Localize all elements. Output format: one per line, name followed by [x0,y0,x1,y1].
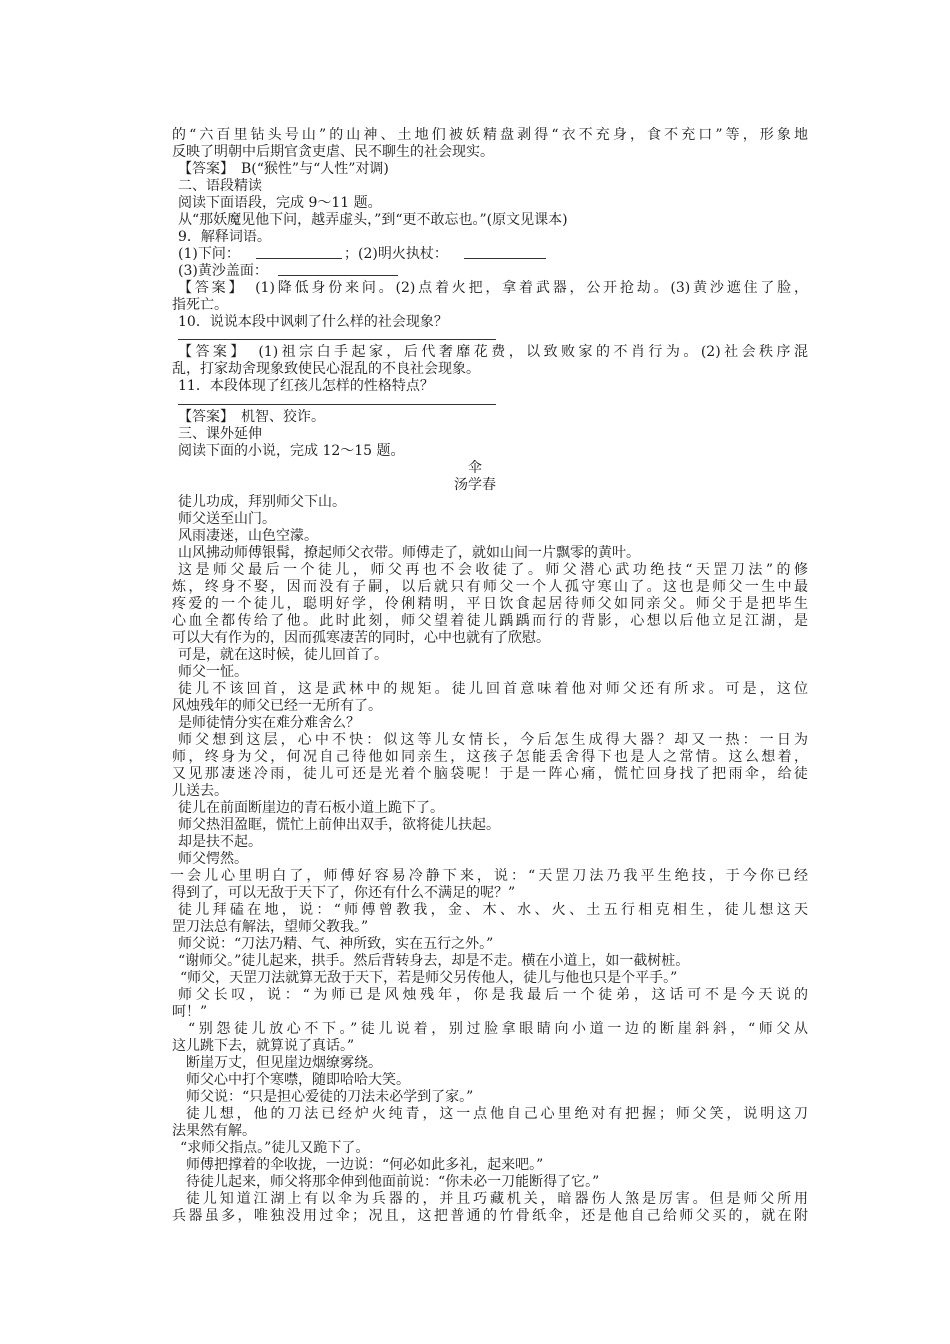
blank-label: (3)黄沙盖面： [178,263,268,279]
story-text: 师父长叹，说：“为师已是风烛残年，你是我最后一个徒弟，这话可不是今天说的 [178,987,808,1003]
story-line [0,1106,950,1124]
question-text: 9．解释词语。 [178,229,271,245]
story-line [0,970,950,988]
story-text: 是师徒情分实在难分难舍么？ [178,715,360,731]
story-text: 师父说：“只是担心爱徒的刀法未必学到了家。” [186,1089,474,1105]
story-text: “谢师父。”徒儿起来，拱手。然后背转身去，却是不走。横在小道上，如一截树桩。 [178,953,690,969]
story-line [0,783,950,801]
story-line [0,987,950,1005]
story-text: 师父热泪盈眶，慌忙上前伸出双手，欲将徒儿扶起。 [178,817,500,833]
story-text: “师父，天罡刀法就算无敌于天下，若是师父另传他人，徒儿与他也只是个平手。” [180,970,678,986]
story-line [0,851,950,869]
story-text: 待徒儿起来，师父将那伞伸到他面前说：“你未必一刀能断得了它。” [186,1174,600,1190]
story-text: 师父心中打个寒噤，随即哈哈大笑。 [186,1072,410,1088]
story-line [0,902,950,920]
story-text: 师父一怔。 [178,664,248,680]
answer-blank [256,246,342,259]
story-title-text: 伞 [468,460,482,476]
story-line [0,800,950,818]
story-line [0,732,950,750]
story-line [0,647,950,665]
story-line [0,953,950,971]
story-text: 法果然有解。 [172,1123,256,1139]
answer-text: 指死亡。 [172,297,228,313]
story-text: 断崖万丈，但见崖边烟缭雾绕。 [186,1055,382,1071]
story-text: 呵！” [172,1004,208,1020]
story-text: 兵器虽多，唯独没用过伞；况且，这把普通的竹骨纸伞，还是他自己给师父买的，就在附 [172,1208,808,1224]
story-text: 得到了，可以无敌于天下了，你还有什么不满足的呢？” [172,885,516,901]
story-text: 疼爱的一个徒儿，聪明好学，伶俐精明，平日饮食起居待师父如同亲父。师父于是把毕生 [172,596,808,612]
answer-text: 【答案】 (1)降低身份来问。(2)点着火把，拿着武器，公开抢劫。(3)黄沙遮住了脸， [178,280,808,296]
story-text: 这儿跳下去，就算说了真话。” [172,1038,355,1054]
story-line [0,698,950,716]
question-text: 10．说说本段中讽刺了什么样的社会现象？ [178,314,448,330]
story-text: 徒儿不该回首，这是武林中的规矩。徒儿回首意味着他对师父还有所求。可是，这位 [178,681,808,697]
text-line: 的“六百里钻头号山”的山神、土地们被妖精盘剥得“衣不充身，食不充口”等，形象地 [172,127,808,143]
answer-line [0,297,950,315]
story-line [0,1021,950,1039]
story-author [0,477,950,495]
answer-rule [178,404,496,405]
instruction-text: 从“那妖魔见他下问，越弄虚头，”到“更不敢忘也。”(原文见课本) [178,212,568,228]
story-line [0,1208,950,1226]
text-line: 反映了明朝中后期官贪吏虐、民不聊生的社会现实。 [172,144,494,160]
instruction-text: 阅读下面语段，完成 9～11 题。 [178,195,382,211]
story-line [0,1191,950,1209]
story-text: “求师父指点。”徒儿又跪下了。 [180,1140,370,1156]
story-text: 可是，就在这时候，徒儿回首了。 [178,647,388,663]
answer-line [0,361,950,379]
instruction-text: 阅读下面的小说，完成 12～15 题。 [178,443,405,459]
story-text: 师，终身为父，何况自己待他如同亲生，这孩子怎能丢舍得下也是人之常情。这么想着， [172,749,808,765]
story-text: 徒儿拜磕在地，说：“师傅曾教我，金、木、水、火、土五行相克相生，徒儿想这天 [178,902,808,918]
story-line [0,885,950,903]
story-line [0,613,950,631]
question-text: 11．本段体现了红孩儿怎样的性格特点？ [178,378,434,394]
answer-line [0,280,950,298]
story-text: 徒儿想，他的刀法已经炉火纯青，这一点他自己心里绝对有把握；师父笑，说明这刀 [186,1106,808,1122]
story-line [0,749,950,767]
answer-blank [278,263,398,276]
answer-text: 【答案】 机智、狡诈。 [178,409,325,425]
answer-text: 【答案】 B(“猴性”与“人性”对调) [178,161,389,177]
question-blanks-line [0,246,950,264]
story-line [0,868,950,886]
story-line [0,511,950,529]
story-line [0,1140,950,1158]
answer-line [0,409,950,427]
section-heading [0,178,950,196]
paragraph-line [0,144,950,162]
story-line [0,1123,950,1141]
story-line [0,1174,950,1192]
story-line [0,1038,950,1056]
story-text: 可以大有作为的，因而孤寒凄苦的同时，心中也就有了欣慰。 [172,630,550,646]
story-line [0,562,950,580]
story-text: 师傅把撑着的伞收拢，一边说：“何必如此多礼，起来吧。” [186,1157,544,1173]
instruction-line [0,195,950,213]
section-heading-text: 二、语段精读 [178,178,262,194]
answer-blank [464,246,546,259]
story-line [0,1072,950,1090]
section-heading [0,426,950,444]
section-heading-text: 三、课外延伸 [178,426,262,442]
story-text: 师父送至山门。 [178,511,276,527]
question-line [0,314,950,332]
answer-line [0,161,950,179]
story-title [0,460,950,478]
instruction-line [0,443,950,461]
story-line [0,766,950,784]
story-text: 心血全都传给了他。此时此刻，师父望着徒儿踽踽而行的背影，心想以后他立足江湖，是 [172,613,808,629]
story-text: 又见那凄迷冷雨，徒儿可还是光着个脑袋呢！于是一阵心痛，慌忙回身找了把雨伞，给徒 [172,766,808,782]
story-text: 风雨凄迷，山色空濛。 [178,528,318,544]
story-line [0,817,950,835]
story-text: 却是扶不起。 [178,834,262,850]
story-author-text: 汤学春 [454,477,496,493]
story-text: 山风拂动师傅银髯，撩起师父衣带。师傅走了，就如山间一片飘零的黄叶。 [178,545,640,561]
story-line [0,494,950,512]
story-text: 风烛残年的师父已经一无所有了。 [172,698,382,714]
question-line [0,229,950,247]
answer-text: 乱，打家劫舍现象致使民心混乱的不良社会现象。 [172,361,480,377]
question-line [0,378,950,396]
story-line [0,579,950,597]
story-line [0,664,950,682]
story-text: “别怨徒儿放心不下。”徒儿说着，别过脸拿眼睛向小道一边的断崖斜斜，“师父从 [188,1021,808,1037]
blank-label: ；(2)明火执杖： [344,246,448,262]
story-text: 这是师父最后一个徒儿，师父再也不会收徒了。师父潜心武功绝技“天罡刀法”的修 [178,562,808,578]
story-line [0,1157,950,1175]
story-text: 罡刀法总有解法，望师父教我。” [172,919,369,935]
story-line [0,1089,950,1107]
answer-rule [178,339,496,340]
story-text: 师父想到这层，心中不快：似这等儿女情长，今后怎生成得大器？却又一热：一日为 [178,732,808,748]
instruction-line [0,212,950,230]
story-line [0,545,950,563]
story-line [0,630,950,648]
story-line [0,1004,950,1022]
story-text: 儿送去。 [172,783,228,799]
story-line [0,528,950,546]
blank-label: (1)下问： [178,246,240,262]
story-line [0,834,950,852]
story-line [0,936,950,954]
story-text: 徒儿知道江湖上有以伞为兵器的，并且巧藏机关，暗器伤人煞是厉害。但是师父所用 [186,1191,808,1207]
question-blanks-line [0,263,950,281]
story-line [0,1055,950,1073]
story-text: 师父说：“刀法乃精、气、神所致，实在五行之外。” [178,936,494,952]
paragraph-line [0,127,950,145]
answer-text: 【答案】 (1)祖宗白手起家，后代奢靡花费，以致败家的不肖行为。(2)社会秩序混 [178,344,808,360]
story-text: 徒儿在前面断崖边的青石板小道上跪下了。 [178,800,444,816]
story-text: 炼，终身不娶，因而没有子嗣，以后就只有师父一个人孤守寒山了。这也是师父一生中最 [172,579,808,595]
story-line [0,681,950,699]
story-line [0,919,950,937]
answer-line [0,344,950,362]
story-text: 徒儿功成，拜别师父下山。 [178,494,346,510]
story-text: 一会儿心里明白了，师傅好容易冷静下来，说：“天罡刀法乃我平生绝技，于今你已经 [170,868,808,884]
story-line [0,715,950,733]
story-text: 师父愕然。 [178,851,248,867]
story-line [0,596,950,614]
